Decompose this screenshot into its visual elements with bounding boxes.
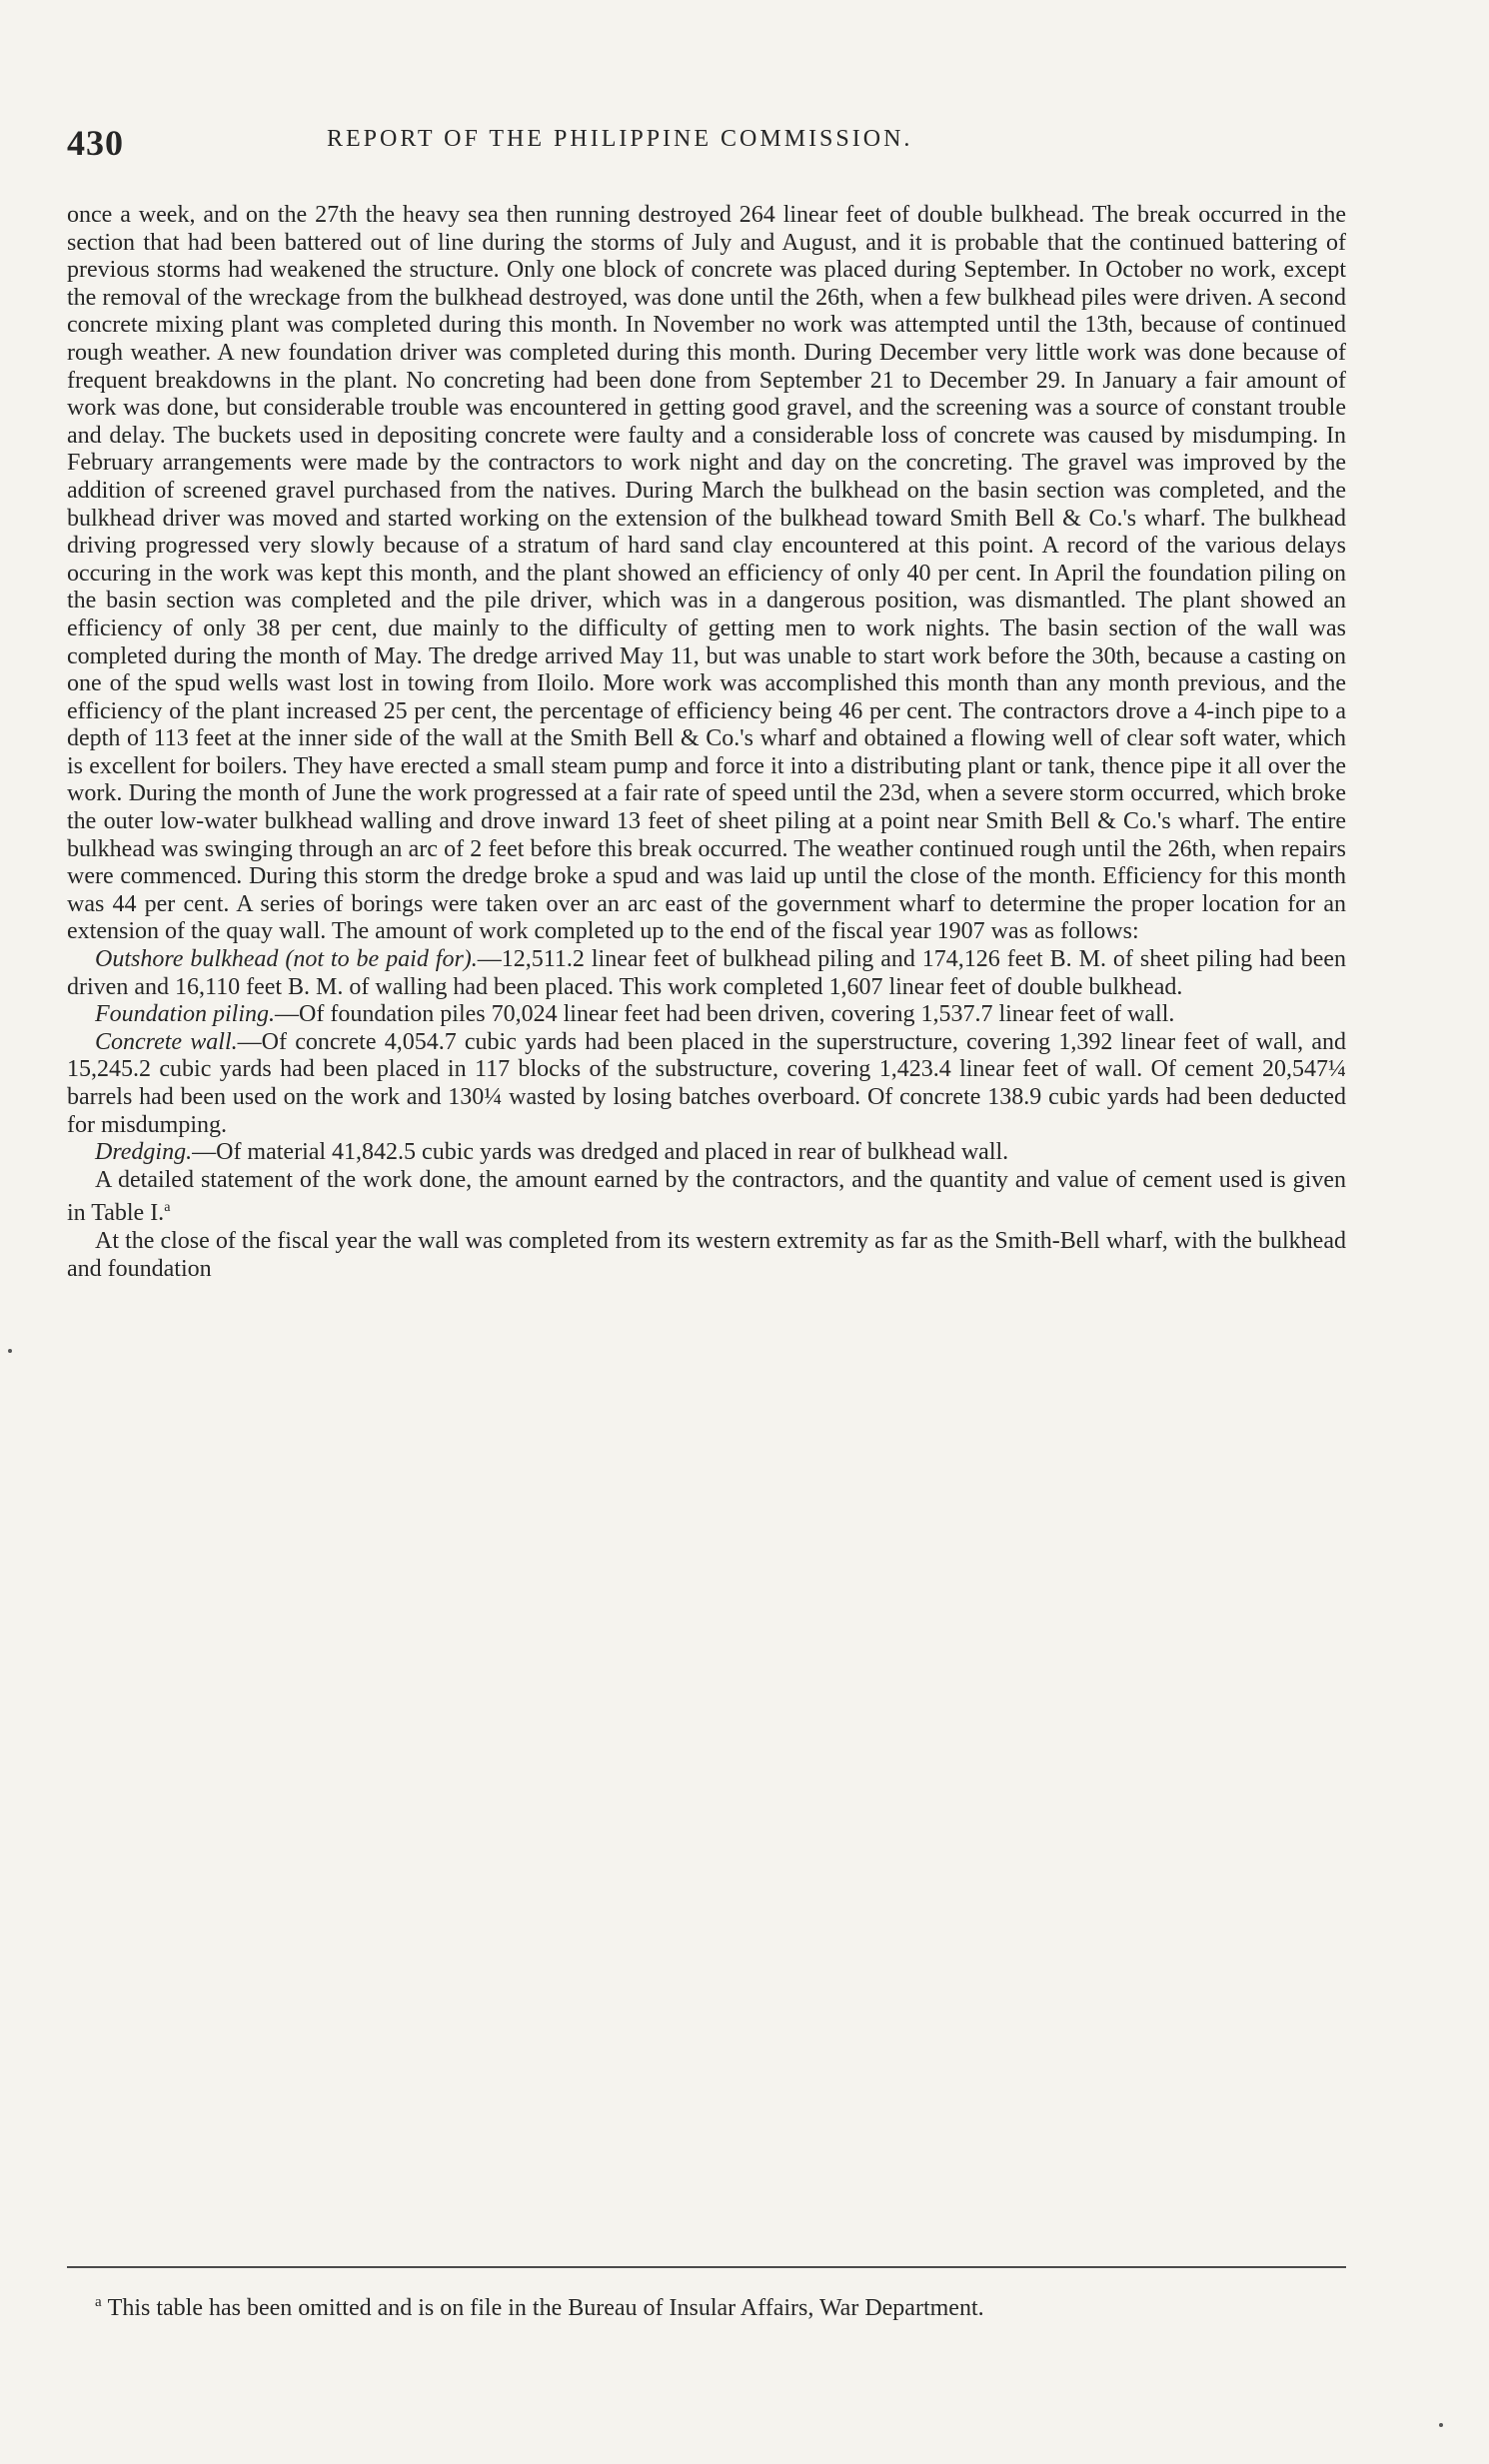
footnote-divider <box>67 2266 1346 2268</box>
paragraph-text: A detailed statement of the work done, the amount earned by the contractors, and the quantity and value of cement used is given in Table I. <box>67 1166 1346 1227</box>
section-subhead: Dredging. <box>95 1139 193 1166</box>
page-header <box>67 122 1346 172</box>
footnote-text: This table has been omitted and is on file in the Bureau of Insular Affairs, War Department. <box>107 2295 984 2321</box>
page-number: 430 <box>67 123 124 163</box>
scan-speck <box>1439 2423 1443 2427</box>
section-subhead: Foundation piling. <box>95 1001 275 1028</box>
section-text: —12,511.2 linear feet of bulkhead piling and 174,126 feet B. M. of sheet piling had been driven and 16,110 feet B. M. of walling had been placed. This work completed 1,607 linear feet of double bulkhead. <box>67 946 1347 1000</box>
footnote <box>67 2288 1346 2322</box>
list-item <box>67 1139 1346 1167</box>
list-item <box>67 1001 1346 1029</box>
running-title: REPORT OF THE PHILIPPINE COMMISSION. <box>327 126 913 152</box>
body-text <box>67 202 1346 1283</box>
list-item <box>67 1029 1346 1139</box>
section-text: —Of material 41,842.5 cubic yards was dredged and placed in rear of bulkhead wall. <box>192 1139 1009 1166</box>
footnote-marker: a <box>164 1200 171 1216</box>
section-subhead: Outshore bulkhead (not to be paid for). <box>95 946 478 973</box>
list-item <box>67 946 1346 1001</box>
footnote-marker: a <box>95 2294 102 2310</box>
paragraph <box>67 1167 1346 1228</box>
section-text: —Of concrete 4,054.7 cubic yards had been placed in the superstructure, covering 1,392 linear feet of wall, and 15,245.2 cubic yards had been placed in 117 blocks of the substructure, covering 1,423.4 linear feet of wall. Of cement 20,547¼ barrels had been used on the work and 130¼ wasted by losing batches overboard. Of concrete 138.9 cubic yards had been deducted for misdumping. <box>67 1028 1346 1138</box>
scan-speck <box>8 1349 12 1353</box>
paragraph-text: At the close of the fiscal year the wall was completed from its western extremity as far as the Smith-Bell wharf, with the bulkhead and foundation <box>67 1227 1346 1282</box>
section-subhead: Concrete wall. <box>95 1028 238 1055</box>
paragraph: once a week, and on the 27th the heavy sea then running destroyed 264 linear feet of double bulkhead. The break occurred in the section that had been battered out of line during the storms of July and August, and it is probable that the continued battering of previous storms had weakened the structure. Only one block of concrete was placed during September. In October no work, except the removal of the wreckage from the bulkhead destroyed, was done until the 26th, when a few bulkhead piles were driven. A second concrete mixing plant was completed during this month. In November no work was attempted until the 13th, because of continued rough weather. A new foundation driver was completed during this month. During December very little work was done because of frequent breakdowns in the plant. No concreting had been done from September 21 to December 29. In January a fair amount of work was done, but considerable trouble was encountered in getting good gravel, and the screening was a source of constant trouble and delay. The buckets used in depositing concrete were faulty and a considerable loss of concrete was caused by misdumping. In February arrangements were made by the contractors to work night and day on the concreting. The gravel was improved by the addition of screened gravel purchased from the natives. During March the bulkhead on the basin section was completed, and the bulkhead driver was moved and started working on the extension of the bulkhead toward Smith Bell & Co.'s wharf. The bulkhead driving progressed very slowly because of a stratum of hard sand clay encountered at this point. A record of the various delays occuring in the work was kept this month, and the plant showed an efficiency of only 40 per cent. In April the foundation piling on the basin section was completed and the pile driver, which was in a dangerous position, was dismantled. The plant showed an efficiency of only 38 per cent, due mainly to the difficulty of getting men to work nights. The basin section of the wall was completed during the month of May. The dredge arrived May 11, but was unable to start work before the 30th, because a casting on one of the spud wells wast lost in towing from Iloilo. More work was accomplished this month than any month previous, and the efficiency of the plant increased 25 per cent, the percentage of efficiency being 46 per cent. The contractors drove a 4-inch pipe to a depth of 113 feet at the inner side of the wall at the Smith Bell & Co.'s wharf and obtained a flowing well of clear soft water, which is excellent for boilers. They have erected a small steam pump and force it into a distributing plant or tank, thence pipe it all over the work. During the month of June the work progressed at a fair rate of speed until the 23d, when a severe storm occurred, which broke the outer low-water bulkhead walling and drove inward 13 feet of sheet piling at a point near Smith Bell & Co.'s wharf. The entire bulkhead was swinging through an arc of 2 feet before this break occurred. The weather continued rough until the 26th, when repairs were commenced. During this storm the dredge broke a spud and was laid up until the close of the month. Efficiency for this month was 44 per cent. A series of borings were taken over an arc east of the government wharf to determine the proper location for an extension of the quay wall. The amount of work completed up to the end of the fiscal year 1907 was as follows: <box>67 202 1346 945</box>
paragraph <box>67 1228 1346 1283</box>
section-text: —Of foundation piles 70,024 linear feet had been driven, covering 1,537.7 linear feet of wall. <box>275 1001 1175 1028</box>
